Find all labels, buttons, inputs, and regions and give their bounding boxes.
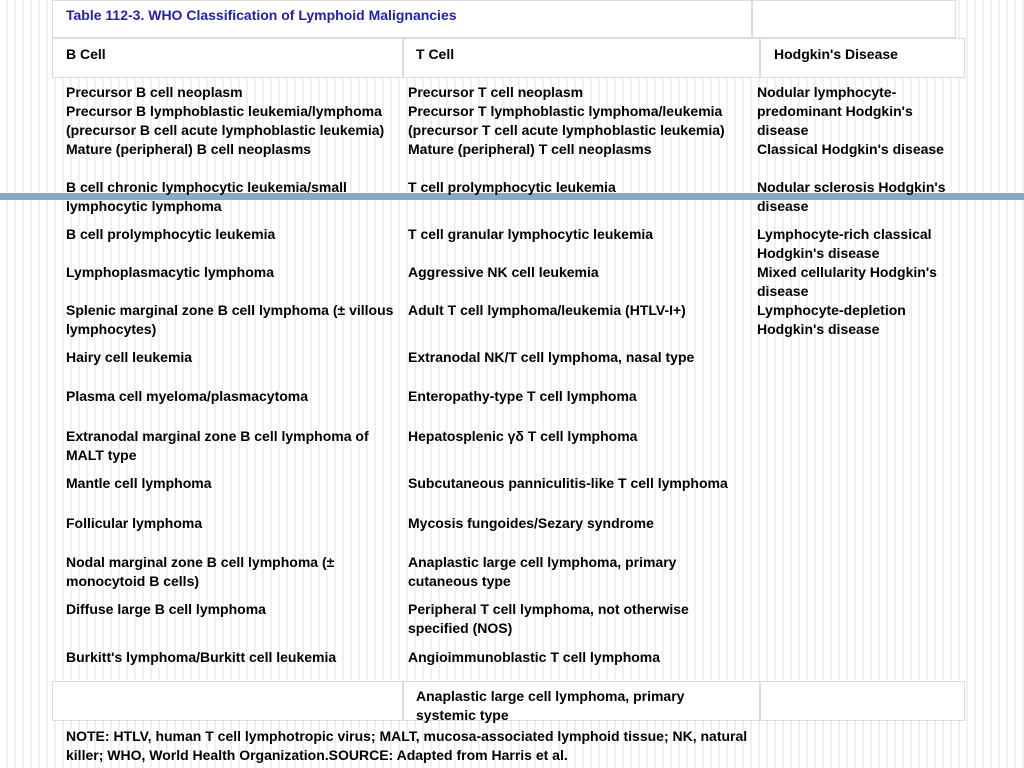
t-cell-item: T cell prolymphocytic leukemia — [408, 179, 616, 195]
t-cell-item: Mycosis fungoides/Sezary syndrome — [408, 515, 654, 531]
t-cell-item: Peripheral T cell lymphoma, not otherwise specified (NOS) — [408, 601, 689, 636]
t-cell-item: Anaplastic large cell lymphoma, primary systemic type — [416, 688, 685, 723]
t-cell-item: Enteropathy-type T cell lymphoma — [408, 388, 637, 404]
header-hodgkin-label: Hodgkin's Disease — [774, 46, 898, 62]
t-cell-item: Anaplastic large cell lymphoma, primary cutaneous type — [408, 554, 677, 589]
t-cell-item: T cell granular lymphocytic leukemia — [408, 226, 654, 242]
hodgkin-item: Nodular sclerosis Hodgkin's disease — [757, 179, 946, 214]
b-cell-item: Splenic marginal zone B cell lymphoma (± villous lymphocytes) — [66, 302, 394, 337]
b-cell-item: Hairy cell leukemia — [66, 349, 193, 365]
t-cell-item: Precursor T cell neoplasm — [408, 84, 584, 100]
source-note: NOTE: HTLV, human T cell lymphotropic virus; MALT, mucosa-associated lymphoid tissue; NK, natural killer; WHO, World Health Organization.SOURCE: Adapted from Harris et al. — [66, 728, 748, 763]
t-cell-item: Precursor T lymphoblastic lymphoma/leukemia (precursor T cell acute lymphoblastic leukemia) — [408, 103, 725, 138]
hodgkin-item: Lymphocyte-depletion Hodgkin's disease — [757, 302, 906, 337]
b-cell-item: Lymphoplasmacytic lymphoma — [66, 264, 274, 280]
hodgkin-item: Lymphocyte-rich classical Hodgkin's disease — [757, 226, 932, 261]
b-cell-item: Extranodal marginal zone B cell lymphoma of MALT type — [66, 428, 369, 463]
last-row-right-cell — [760, 681, 965, 721]
t-cell-item: Aggressive NK cell leukemia — [408, 264, 599, 280]
table-title: Table 112-3. WHO Classification of Lymphoid Malignancies — [66, 7, 457, 23]
t-cell-item: Mature (peripheral) T cell neoplasms — [408, 141, 652, 157]
b-cell-item: B cell chronic lymphocytic leukemia/small lymphocytic lymphoma — [66, 179, 347, 214]
b-cell-item: Precursor B lymphoblastic leukemia/lymphoma (precursor B cell acute lymphoblastic leukemia) — [66, 103, 385, 138]
b-cell-item: Mantle cell lymphoma — [66, 475, 212, 491]
t-cell-item: Hepatosplenic γδ T cell lymphoma — [408, 428, 638, 444]
last-row-left-cell — [52, 681, 403, 721]
t-cell-item: Subcutaneous panniculitis-like T cell lymphoma — [408, 475, 728, 491]
t-cell-item: Angioimmunoblastic T cell lymphoma — [408, 649, 661, 665]
t-cell-item: Adult T cell lymphoma/leukemia (HTLV-I+) — [408, 302, 686, 318]
title-right-cell — [752, 0, 956, 38]
b-cell-item: Nodal marginal zone B cell lymphoma (± monocytoid B cells) — [66, 554, 335, 589]
b-cell-item: B cell prolymphocytic leukemia — [66, 226, 276, 242]
header-t-cell — [403, 38, 760, 78]
b-cell-item: Precursor B cell neoplasm — [66, 84, 243, 100]
header-b-cell-label: B Cell — [66, 46, 106, 62]
t-cell-item: Extranodal NK/T cell lymphoma, nasal type — [408, 349, 695, 365]
b-cell-item: Mature (peripheral) B cell neoplasms — [66, 141, 312, 157]
header-t-cell-label: T Cell — [416, 46, 455, 62]
b-cell-item: Follicular lymphoma — [66, 515, 203, 531]
b-cell-item: Burkitt's lymphoma/Burkitt cell leukemia — [66, 649, 337, 665]
hodgkin-item: Classical Hodgkin's disease — [757, 141, 944, 157]
b-cell-item: Diffuse large B cell lymphoma — [66, 601, 266, 617]
hodgkin-item: Nodular lymphocyte-predominant Hodgkin's disease — [757, 84, 913, 138]
b-cell-item: Plasma cell myeloma/plasmacytoma — [66, 388, 309, 404]
hodgkin-item: Mixed cellularity Hodgkin's disease — [757, 264, 937, 299]
